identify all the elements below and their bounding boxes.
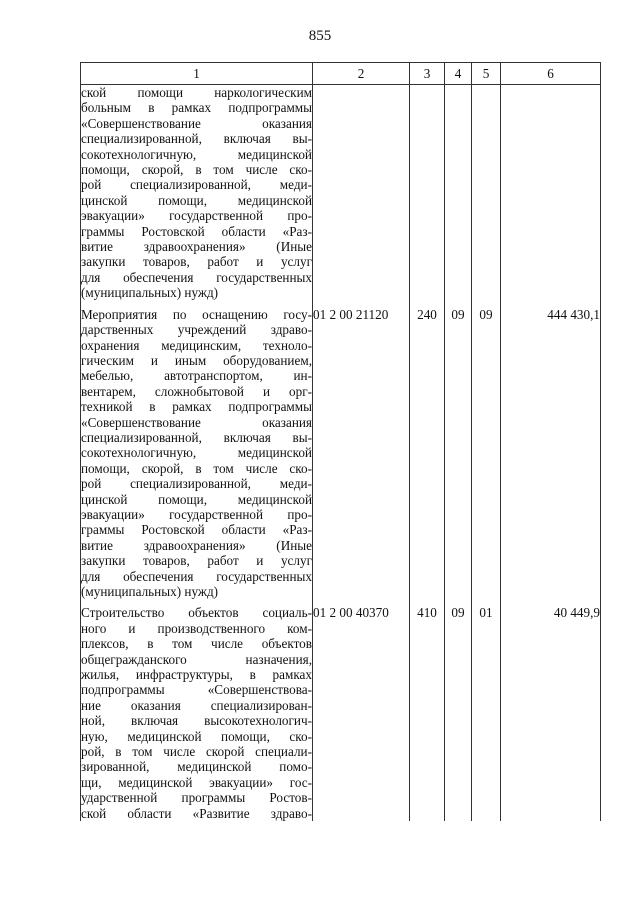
- target-article-code: 01 2 00 21120: [313, 301, 410, 600]
- row-name-line: закупки товаров, работ и услуг: [81, 254, 312, 270]
- row-name-line: (муниципальных) нужд): [81, 584, 219, 599]
- row-name-line: эвакуации» государственной про-: [81, 506, 312, 522]
- row-name-line: цинской помощи, медицинской: [81, 192, 312, 208]
- target-article-code: 01 2 00 40370: [313, 599, 410, 821]
- row-name-line: техникой в рамках подпрограммы: [81, 399, 312, 415]
- row-name-line: сокотехнологичную, медицинской: [81, 146, 312, 162]
- row-name-line: рой, в том числе скорой специали-: [81, 744, 312, 760]
- row-name-cell: [81, 301, 313, 600]
- column-header-sum: 6: [501, 63, 601, 85]
- row-name-line: витие здравоохранения» (Иные: [81, 239, 312, 255]
- amount: 444 430,1: [501, 301, 601, 600]
- row-name-line: «Совершенствование оказания: [81, 414, 312, 430]
- page-number: 855: [308, 28, 332, 44]
- target-article-code: [313, 85, 410, 301]
- row-name-line: помощи, скорой, в том числе ско-: [81, 460, 312, 476]
- row-name-line: больным в рамках подпрограммы: [81, 100, 312, 116]
- column-header-rz: 4: [445, 63, 472, 85]
- section-code: 09: [445, 599, 472, 821]
- row-name-line: рой специализированной, меди-: [81, 476, 312, 492]
- expense-type-code: 410: [410, 599, 445, 821]
- table-row: [81, 85, 601, 301]
- section-code: 09: [445, 301, 472, 600]
- row-name-line: граммы Ростовской области «Раз-: [81, 223, 312, 239]
- budget-table: [80, 62, 601, 821]
- row-name-line: специализированной, включая вы-: [81, 131, 312, 147]
- column-header-name: 1: [81, 63, 313, 85]
- row-name-line: ние оказания специализирован-: [81, 697, 312, 713]
- column-header-code: 2: [313, 63, 410, 85]
- table-row: [81, 301, 601, 600]
- row-name-line: граммы Ростовской области «Раз-: [81, 522, 312, 538]
- row-name-line: Строительство объектов социаль-: [81, 605, 312, 621]
- row-name-line: щи, медицинской эвакуации» гос-: [81, 774, 312, 790]
- subsection-code: [472, 85, 501, 301]
- section-code: [445, 85, 472, 301]
- row-name-line: «Совершенствование оказания: [81, 115, 312, 131]
- row-name-line: рой специализированной, меди-: [81, 177, 312, 193]
- row-name-line: специализированной, включая вы-: [81, 429, 312, 445]
- row-name-line: цинской помощи, медицинской: [81, 491, 312, 507]
- row-name-line: зированной, медицинской помо-: [81, 759, 312, 775]
- row-name-line: эвакуации» государственной про-: [81, 208, 312, 224]
- row-name-line: сокотехнологичную, медицинской: [81, 445, 312, 461]
- row-name-line: охранения медицинским, техноло-: [81, 337, 312, 353]
- row-name-cell: [81, 599, 313, 821]
- table-header-row: [81, 63, 601, 85]
- row-name-line: вентарем, сложнобытовой и орг-: [81, 383, 312, 399]
- row-name-line: гическим и иным оборудованием,: [81, 352, 312, 368]
- amount: [501, 85, 601, 301]
- row-name-line: ной, включая высокотехнологич-: [81, 713, 312, 729]
- row-name-line: мебелью, автотранспортом, ин-: [81, 368, 312, 384]
- amount: 40 449,9: [501, 599, 601, 821]
- row-name-line: Мероприятия по оснащению госу-: [81, 306, 312, 322]
- row-name-line: помощи, скорой, в том числе ско-: [81, 162, 312, 178]
- expense-type-code: 240: [410, 301, 445, 600]
- column-header-pr: 5: [472, 63, 501, 85]
- row-name-line: ного и производственного ком-: [81, 620, 312, 636]
- expense-type-code: [410, 85, 445, 301]
- row-name-line: подпрограммы «Совершенствова-: [81, 682, 312, 698]
- row-name-line: ской помощи наркологическим: [81, 85, 312, 100]
- subsection-code: 09: [472, 301, 501, 600]
- row-name-line: ную, медицинской помощи, ско-: [81, 728, 312, 744]
- table-row: [81, 599, 601, 821]
- row-name-line: (муниципальных) нужд): [81, 285, 219, 301]
- row-name-line: общегражданского назначения,: [81, 651, 312, 667]
- subsection-code: 01: [472, 599, 501, 821]
- row-name-line: плексов, в том числе объектов: [81, 636, 312, 652]
- row-name-line: для обеспечения государственных: [81, 269, 312, 285]
- column-header-vr: 3: [410, 63, 445, 85]
- row-name-line: ударственной программы Ростов-: [81, 790, 312, 806]
- row-name-line: дарственных учреждений здраво-: [81, 322, 312, 338]
- row-name-line: жилья, инфраструктуры, в рамках: [81, 667, 312, 683]
- row-name-line: ской области «Развитие здраво-: [81, 805, 312, 821]
- row-name-line: для обеспечения государственных: [81, 568, 312, 584]
- row-name-line: витие здравоохранения» (Иные: [81, 537, 312, 553]
- row-name-line: закупки товаров, работ и услуг: [81, 553, 312, 569]
- row-name-cell: [81, 85, 313, 301]
